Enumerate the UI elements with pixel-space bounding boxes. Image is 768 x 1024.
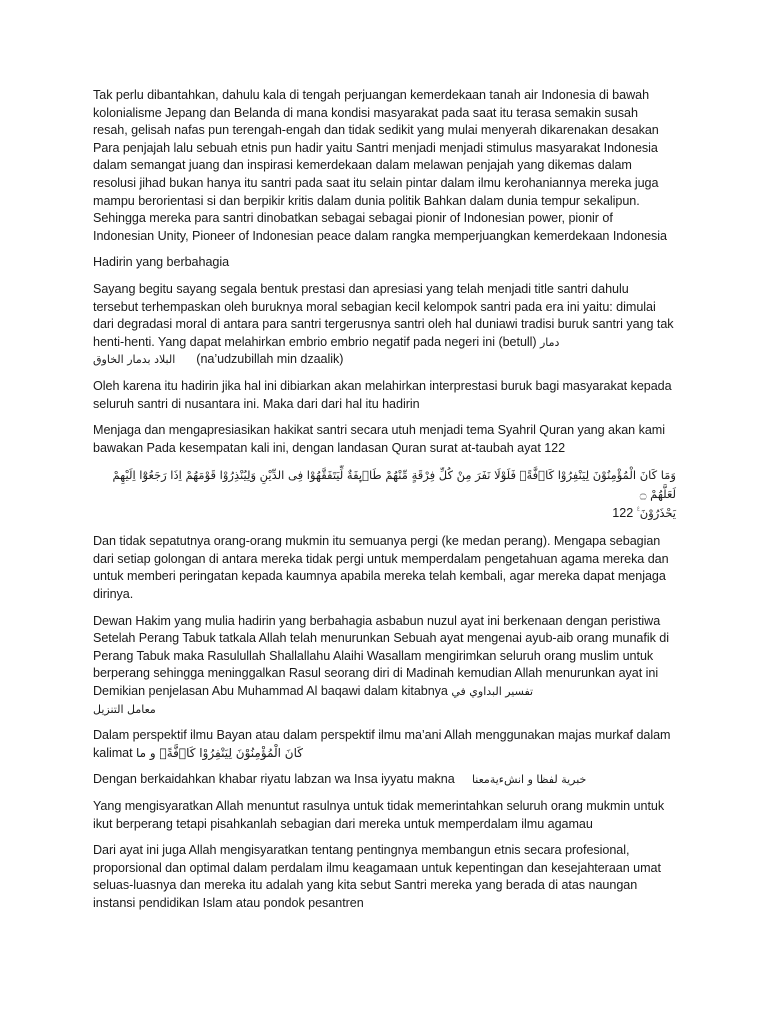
quran-verse-line2: يَحْذَرُوْنَ ࣖ xyxy=(636,506,676,521)
paragraph-asbabun-nuzul-text: Dewan Hakim yang mulia hadirin yang berbahagia asbabun nuzul ayat ini berkenaan dengan peristiwa Setelah Perang Tabuk tatkala Allah telah menurunkan Sebuah ayat mengenai ayub-aib orang munafik di Perang Tabuk maka Rasulullah Shallallahu Alaihi Wasallam mengirimkan seluruh orang muslim untuk berperang sehingga meninggalkan Rasul seorang diri di Madinah kemudian Allah menurunkan ayat ini Demikian penjelasan Abu Muhammad Al baqawi dalam kitabnya xyxy=(93,613,669,699)
paragraph-kaidah-text: Dengan berkaidahkan khabar riyatu labzan wa Insa iyyatu makna xyxy=(93,772,455,787)
paragraph-moral-decline-text: Sayang begitu sayang segala bentuk prestasi dan apresiasi yang telah menjadi title santri dahulu tersebut terhempaskan oleh buruknya moral sebagian kecil kelompok santri pada era ini yaitu: dimulai dari degradasi moral di antara para santri tergerusnya santri oleh hal duniawi tradisi buruk santri yang tak henti-henti. Yang dapat melahirkan embrio embrio negatif pada negeri ini (betull) xyxy=(93,281,674,349)
paragraph-bayan-text: Dalam perspektif ilmu Bayan atau dalam perspektif ilmu ma’ani Allah menggunakan majas murkaf dalam kalimat xyxy=(93,728,671,760)
phrase-naudzubillah: (na’udzubillah min dzaalik) xyxy=(196,352,344,367)
arabic-khabariyah: خبرية لفظا و انشءيةمعنا xyxy=(471,773,587,787)
paragraph-conclusion: Dari ayat ini juga Allah mengisyaratkan tentang pentingnya membangun etnis secara profesional, proporsional dan optimal dalam perdalam ilmu keagamaan untuk kepentingan dan kesejahteraan umat seluas-luasnya dan mereka itu adalah yang kita sebut Santri mereka yang berada di atas naungan instansi pendidikan Islam atau pondok pesantren xyxy=(93,843,661,910)
paragraph-moral-decline xyxy=(93,281,676,369)
paragraph-intro: Tak perlu dibantahkan, dahulu kala di tengah perjuangan kemerdekaan tanah air Indonesia di bawah kolonialisme Jepang dan Belanda di mana kondisi masyarakat pada saat itu terasa semakin susah resah, gelisah nafas pun terengah-engah dan tidak sedikit yang mulai menyerah dikarenakan desakan Para penjajah lalu sebuah etnis pun hadir yaitu Santri menjadi menjadi stimulus masyarakat Indonesia dalam semangat juang dan inspirasi kemerdekaan dalam melawan penjajah yang dikemas dalam resolusi jihad bukan hanya itu santri pada saat itu selain pintar dalam ilmu kerohaniannya mereka juga mampu berorientasi si dan berpikir kritis dalam dunia politik Bahkan dalam dunia tempur sekalipun. Sehingga mereka para santri dinobatkan sebagai sebagai pionir of Indonesian power, pionir of Indonesian Unity, Pioneer of Indonesian peace dalam rangka memperjuangkan kemerdekaan Indonesia xyxy=(93,88,668,243)
paragraph-translation: Dan tidak sepatutnya orang-orang mukmin itu semuanya pergi (ke medan perang). Mengapa sebagian dari setiap golongan di antara mereka tidak pergi untuk memperdalam pengetahuan agama mereka dan untuk memberi peringatan kepada kaumnya apabila mereka telah kembali, agar mereka dapat menjaga dirinya. xyxy=(93,534,669,602)
paragraph-kaidah xyxy=(93,771,676,789)
arabic-phrase-damar: دمار xyxy=(540,335,560,349)
paragraph-interpretation: Oleh karena itu hadirin jika hal ini dibiarkan akan melahirkan interprestasi buruk bagi masyarakat kepada seluruh santri di nusantara ini. Maka dari dari hal itu hadirin xyxy=(93,378,672,411)
arabic-phrase-bilad: البلاد بدمار الخاوق xyxy=(93,353,176,367)
paragraph-isyarat: Yang mengisyaratkan Allah menuntut rasulnya untuk tidak memerintahkan seluruh orang mukmin untuk ikut berperang tetapi pisahkanlah sebagian dari mereka untuk memperdalam ilmu agamau xyxy=(93,799,665,831)
verse-number: 122 xyxy=(612,506,634,521)
paragraph-theme: Menjaga dan mengapresiasikan hakikat santri secara utuh menjadi tema Syahril Quran yang akan kami bawakan Pada kesempatan kali ini, dengan landasan Quran surat at-taubah ayat 122 xyxy=(93,423,665,455)
quran-verse-line1: وَمَا كَانَ الْمُؤْمِنُوْنَ لِيَنْفِرُوْا كَاۤفَّةًۗ فَلَوْلَا نَفَرَ مِنْ كُلِّ فِرْقَةٍ مِّنْهُمْ طَاۤىِٕفَةٌ لِّيَتَفَقَّهُوْا فِى الدِّيْنِ وَلِيُنْذِرُوْا قَوْمَهُمْ اِذَا رَجَعُوْٓا اِلَيْهِمْ لَعَلَّهُمْ ۝ xyxy=(112,468,676,502)
quran-verse xyxy=(93,466,676,523)
arabic-tafsir-title: تفسير البداوي في xyxy=(451,685,534,699)
paragraph-bayan xyxy=(93,727,676,762)
paragraph-asbabun-nuzul xyxy=(93,613,676,719)
paragraph-greeting: Hadirin yang berbahagia xyxy=(93,255,230,270)
arabic-phrase-kalimat: كَانَ الْمُؤْمِنُوْنَ لِيَنْفِرُوْا كَاۤفَّةًۗ و ما xyxy=(136,745,303,760)
arabic-maalim: معامل التنزيل xyxy=(93,702,156,716)
